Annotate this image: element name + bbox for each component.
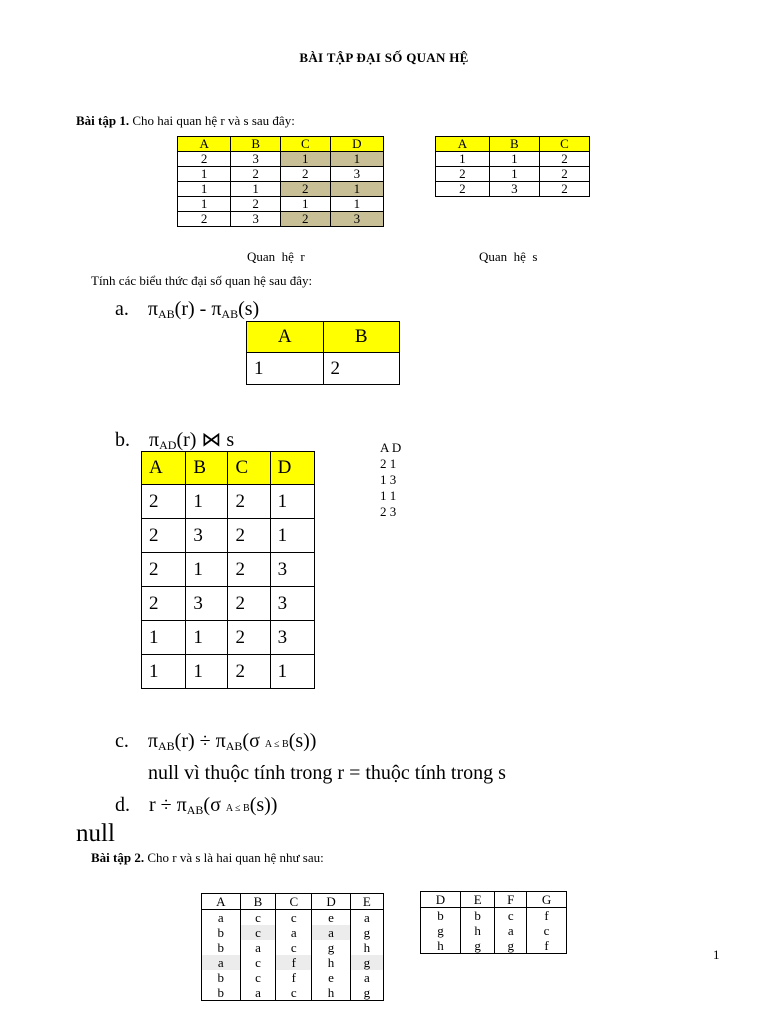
table-cell: 2 — [142, 485, 186, 519]
table-row — [178, 152, 384, 167]
expression-d — [115, 794, 277, 818]
table-cell: 3 — [270, 587, 314, 621]
table-cell: b — [202, 925, 241, 940]
table-cell: 3 — [186, 519, 228, 553]
column-header: C — [280, 137, 330, 152]
table-cell: a — [312, 925, 351, 940]
table-cell: 2 — [178, 212, 231, 227]
table-row — [202, 925, 384, 940]
expression-c — [115, 730, 316, 754]
table-cell: g — [421, 923, 461, 938]
page-title: BÀI TẬP ĐẠI SỐ QUAN HỆ — [299, 50, 469, 65]
table-cell: a — [495, 923, 527, 938]
side-note-line: A D — [380, 440, 402, 455]
table-cell: h — [350, 940, 383, 955]
relation-s-caption: Quan hệ s — [479, 249, 538, 264]
table-row — [202, 940, 384, 955]
table-cell: 2 — [228, 655, 270, 689]
table-cell: 3 — [270, 553, 314, 587]
table-cell: 3 — [231, 152, 281, 167]
expr-part: (σ — [242, 730, 265, 752]
table-cell: 2 — [228, 621, 270, 655]
table-cell: 1 — [178, 197, 231, 212]
relation-r-caption: Quan hệ r — [247, 249, 305, 264]
expr-part: (s) — [238, 298, 260, 320]
table-cell: g — [460, 938, 494, 954]
table-cell: 3 — [489, 182, 539, 197]
marker: a. — [115, 298, 129, 320]
marker: b. — [115, 429, 130, 451]
table-cell: 1 — [489, 152, 539, 167]
column-header: A — [142, 452, 186, 485]
table-cell: a — [350, 970, 383, 985]
table-cell: 3 — [231, 212, 281, 227]
column-header: C — [276, 894, 312, 910]
table-cell: c — [240, 955, 276, 970]
expr-part: (r) ⋈ s — [176, 429, 235, 451]
ex1-text: Cho hai quan hệ r và s sau đây: — [132, 113, 295, 128]
table-cell: h — [421, 938, 461, 954]
table-row — [421, 908, 567, 924]
expr-condition: A ≤ B — [264, 739, 289, 750]
table-cell: f — [276, 970, 312, 985]
table-cell: 2 — [142, 519, 186, 553]
highlighted-cell: 2 — [280, 182, 330, 197]
ex1-label: Bài tập 1. — [76, 113, 130, 128]
table-cell: 2 — [539, 167, 589, 182]
table-cell: 1 — [186, 655, 228, 689]
table-row — [142, 655, 315, 689]
table-row — [142, 587, 315, 621]
column-header: F — [495, 892, 527, 908]
table-cell: 1 — [270, 519, 314, 553]
expr-subscript: AB — [225, 739, 243, 753]
table-cell: 1 — [186, 553, 228, 587]
table-cell: 2 — [142, 553, 186, 587]
column-header: A — [247, 322, 324, 353]
table-cell: 1 — [231, 182, 281, 197]
table-cell: 2 — [539, 152, 589, 167]
table-cell: e — [312, 910, 351, 926]
table-row — [142, 553, 315, 587]
column-header: D — [270, 452, 314, 485]
table-cell: 3 — [330, 167, 383, 182]
column-header: G — [527, 892, 567, 908]
side-note-line: 2 1 — [380, 456, 397, 471]
expr-subscript: AB — [158, 307, 175, 321]
table-cell: a — [240, 985, 276, 1001]
expr-part: π — [147, 730, 158, 752]
result-b-table — [141, 451, 315, 689]
table-cell: h — [312, 955, 351, 970]
column-header: A — [436, 137, 490, 152]
expr-part: (s)) — [249, 794, 278, 816]
column-header: C — [539, 137, 589, 152]
table-row — [142, 621, 315, 655]
table-cell: c — [527, 923, 567, 938]
table-cell: 1 — [186, 621, 228, 655]
column-header: B — [231, 137, 281, 152]
column-header: D — [312, 894, 351, 910]
side-note-ad — [380, 440, 401, 520]
column-header: D — [421, 892, 461, 908]
table-cell: g — [350, 955, 383, 970]
table-row — [202, 910, 384, 926]
highlighted-cell: 1 — [280, 152, 330, 167]
table-cell: 2 — [228, 519, 270, 553]
table-cell: c — [240, 925, 276, 940]
table-cell: 2 — [436, 182, 490, 197]
table-cell: e — [312, 970, 351, 985]
highlighted-cell: 2 — [280, 212, 330, 227]
table-cell: a — [350, 910, 383, 926]
table-cell: 2 — [539, 182, 589, 197]
table-cell: g — [495, 938, 527, 954]
table-cell: c — [276, 940, 312, 955]
table-cell: b — [202, 940, 241, 955]
table-row — [202, 985, 384, 1001]
expr-part: (s)) — [288, 730, 317, 752]
answer-d: null — [76, 820, 115, 847]
table-cell: 2 — [231, 197, 281, 212]
table-row — [436, 167, 590, 182]
table-cell: b — [421, 908, 461, 924]
ex2-label: Bài tập 2. — [91, 850, 145, 865]
table-cell: 2 — [280, 167, 330, 182]
table-cell: h — [460, 923, 494, 938]
column-header: D — [330, 137, 383, 152]
relation-s-table — [435, 136, 590, 197]
expr-part: (r) - π — [174, 298, 222, 320]
table-cell: g — [350, 925, 383, 940]
highlighted-cell: 1 — [330, 182, 383, 197]
column-header: B — [489, 137, 539, 152]
marker: d. — [115, 794, 130, 816]
table-row — [436, 182, 590, 197]
table-row — [178, 197, 384, 212]
expression-a — [115, 298, 259, 322]
table-cell: 1 — [186, 485, 228, 519]
table-cell: 2 — [323, 353, 400, 385]
table-cell: c — [240, 910, 276, 926]
table-cell: 2 — [228, 553, 270, 587]
column-header: E — [460, 892, 494, 908]
column-header: A — [202, 894, 241, 910]
table-row — [142, 485, 315, 519]
table-row — [436, 152, 590, 167]
table-cell: 3 — [186, 587, 228, 621]
expr-subscript: AB — [186, 803, 204, 817]
table-cell: a — [202, 910, 241, 926]
table-row — [421, 938, 567, 954]
table-cell: c — [495, 908, 527, 924]
table-cell: 1 — [330, 197, 383, 212]
expr-subscript: AD — [159, 438, 177, 452]
table-cell: 2 — [436, 167, 490, 182]
expr-part: π — [149, 429, 160, 451]
table-cell: 1 — [270, 485, 314, 519]
column-header: E — [350, 894, 383, 910]
compute-instruction: Tính các biểu thức đại số quan hệ sau đây: — [91, 273, 313, 288]
ex1-intro — [76, 113, 295, 129]
table-cell: 1 — [247, 353, 324, 385]
table-cell: 1 — [142, 655, 186, 689]
expr-part: r ÷ π — [149, 794, 187, 816]
table-cell: f — [276, 955, 312, 970]
expression-b — [115, 427, 234, 453]
result-a-table — [246, 321, 400, 385]
ex2-relation-s-table — [420, 891, 567, 954]
answer-c: null vì thuộc tính trong r = thuộc tính trong s — [148, 762, 506, 784]
table-cell: 2 — [178, 152, 231, 167]
table-cell: 1 — [270, 655, 314, 689]
table-cell: f — [527, 908, 567, 924]
table-cell: 1 — [178, 182, 231, 197]
side-note-line: 1 1 — [380, 488, 397, 503]
expr-part: (r) ÷ π — [174, 730, 226, 752]
table-cell: b — [202, 985, 241, 1001]
column-header: B — [186, 452, 228, 485]
column-header: B — [323, 322, 400, 353]
table-row — [202, 970, 384, 985]
table-row — [247, 353, 400, 385]
column-header: B — [240, 894, 276, 910]
column-header: A — [178, 137, 231, 152]
table-row — [421, 923, 567, 938]
table-cell: 1 — [178, 167, 231, 182]
table-cell: 1 — [280, 197, 330, 212]
highlighted-cell: 3 — [330, 212, 383, 227]
table-cell: 1 — [142, 621, 186, 655]
table-cell: 2 — [142, 587, 186, 621]
ex2-text: Cho r và s là hai quan hệ như sau: — [147, 850, 324, 865]
relation-r-table — [177, 136, 384, 227]
table-row — [178, 212, 384, 227]
table-row — [142, 519, 315, 553]
table-cell: 3 — [270, 621, 314, 655]
table-cell: a — [202, 955, 241, 970]
table-row — [178, 182, 384, 197]
side-note-line: 2 3 — [380, 504, 397, 519]
table-cell: c — [276, 910, 312, 926]
table-cell: a — [276, 925, 312, 940]
ex2-relation-r-table — [201, 893, 384, 1001]
expr-part: π — [147, 298, 158, 320]
table-cell: g — [350, 985, 383, 1001]
table-cell: f — [527, 938, 567, 954]
expr-subscript: AB — [158, 739, 175, 753]
table-cell: 2 — [231, 167, 281, 182]
table-cell: c — [276, 985, 312, 1001]
side-note-line: 1 3 — [380, 472, 397, 487]
expr-condition: A ≤ B — [225, 803, 250, 814]
table-cell: g — [312, 940, 351, 955]
column-header: C — [228, 452, 270, 485]
table-cell: 2 — [228, 485, 270, 519]
table-cell: h — [312, 985, 351, 1001]
table-row — [178, 167, 384, 182]
highlighted-cell: 1 — [330, 152, 383, 167]
expr-subscript: AB — [221, 307, 239, 321]
table-cell: a — [240, 940, 276, 955]
page-number: 1 — [713, 947, 720, 962]
table-cell: c — [240, 970, 276, 985]
table-cell: 2 — [228, 587, 270, 621]
marker: c. — [115, 730, 129, 752]
expr-part: (σ — [203, 794, 226, 816]
table-row — [202, 955, 384, 970]
table-cell: 1 — [436, 152, 490, 167]
table-cell: b — [202, 970, 241, 985]
table-cell: 1 — [489, 167, 539, 182]
ex2-intro — [91, 850, 324, 866]
table-cell: b — [460, 908, 494, 924]
